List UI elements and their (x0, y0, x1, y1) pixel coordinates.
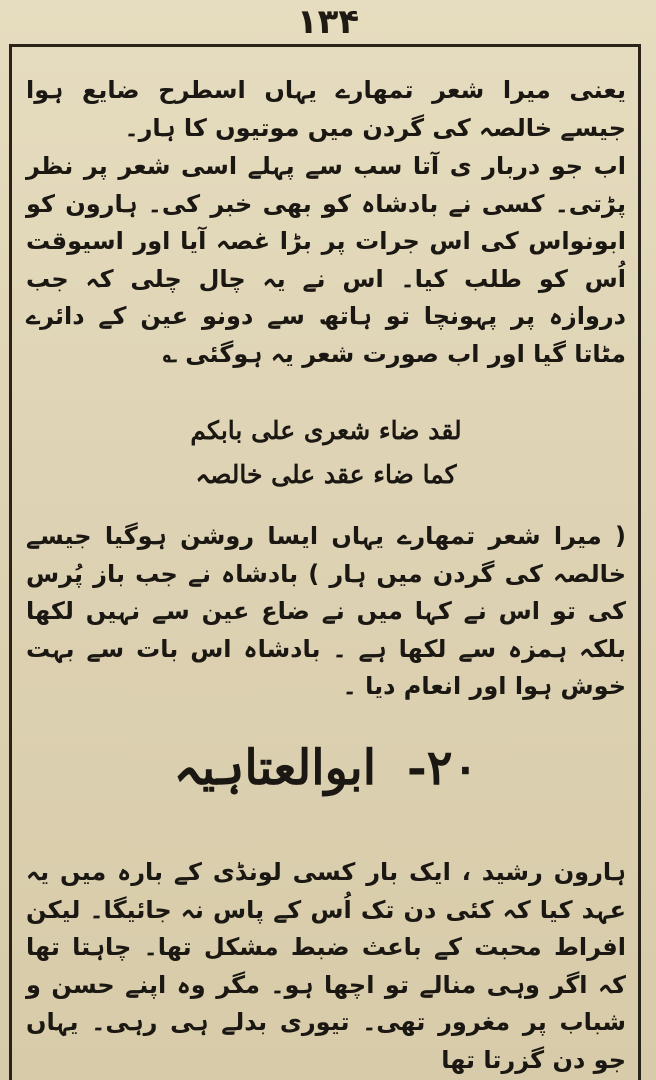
paragraph-section-body: ہارون رشید ، ایک بار کسی لونڈی کے بارہ میں یہ عہد کیا کہ کئی دن تک اُس کے پاس نہ جائیگا۔ لیکن افراط محبت کے باعث ضبط مشکل تھا۔ چاہتا تھا کہ اگر وہی منالے تو اچھا ہو۔ مگر وہ اپنے حسن و شباب پر مغرور تھی۔ تیوری بدلے ہی رہی۔ یہاں جو دن گزرتا تھا (26, 858, 626, 1074)
verse-line-1: لقد ضاء شعری علی بابکم (190, 416, 462, 445)
section-heading (26, 728, 626, 808)
verse-line-2: کما ضاء عقد علی خالصہ (195, 460, 457, 489)
paragraph-verse-explanation: ( میرا شعر تمھارے یہاں ایسا روشن ہوگیا جیسے خالصہ کی گردن میں ہار ) بادشاہ نے جب باز پُرس کی تو اس نے کہا میں نے ضاع عین سے نہیں لکھا بلکہ ہمزہ سے لکھا ہے ۔ بادشاہ اس بات سے بہت خوش ہوا اور انعام دیا ۔ (26, 522, 626, 701)
page-number: ۱۳۴ (296, 2, 360, 42)
section-number: ۲۰- (406, 740, 479, 796)
section-title: ابوالعتاہیہ (173, 740, 377, 796)
paragraph-narrative: اب جو دربار ی آتا سب سے پہلے اسی شعر پر نظر پڑتی۔ کسی نے بادشاہ کو بھی خبر کی۔ ہارون کو ابونواس کی اس جرات پر بڑا غصہ آیا اور اسیوقت اُس کو طلب کیا۔ اس نے یہ چال چلی کہ جب دروازہ پر پہونچا تو ہاتھ سے دونو عین کے دائرے مٹاتا گیا اور اب صورت شعر یہ ہوگئی ؎ (26, 152, 626, 368)
paragraph-translation: یعنی میرا شعر تمھارے یہاں اسطرح ضایع ہوا جیسے خالصہ کی گردن میں موتیوں کا ہار۔ (26, 76, 626, 142)
